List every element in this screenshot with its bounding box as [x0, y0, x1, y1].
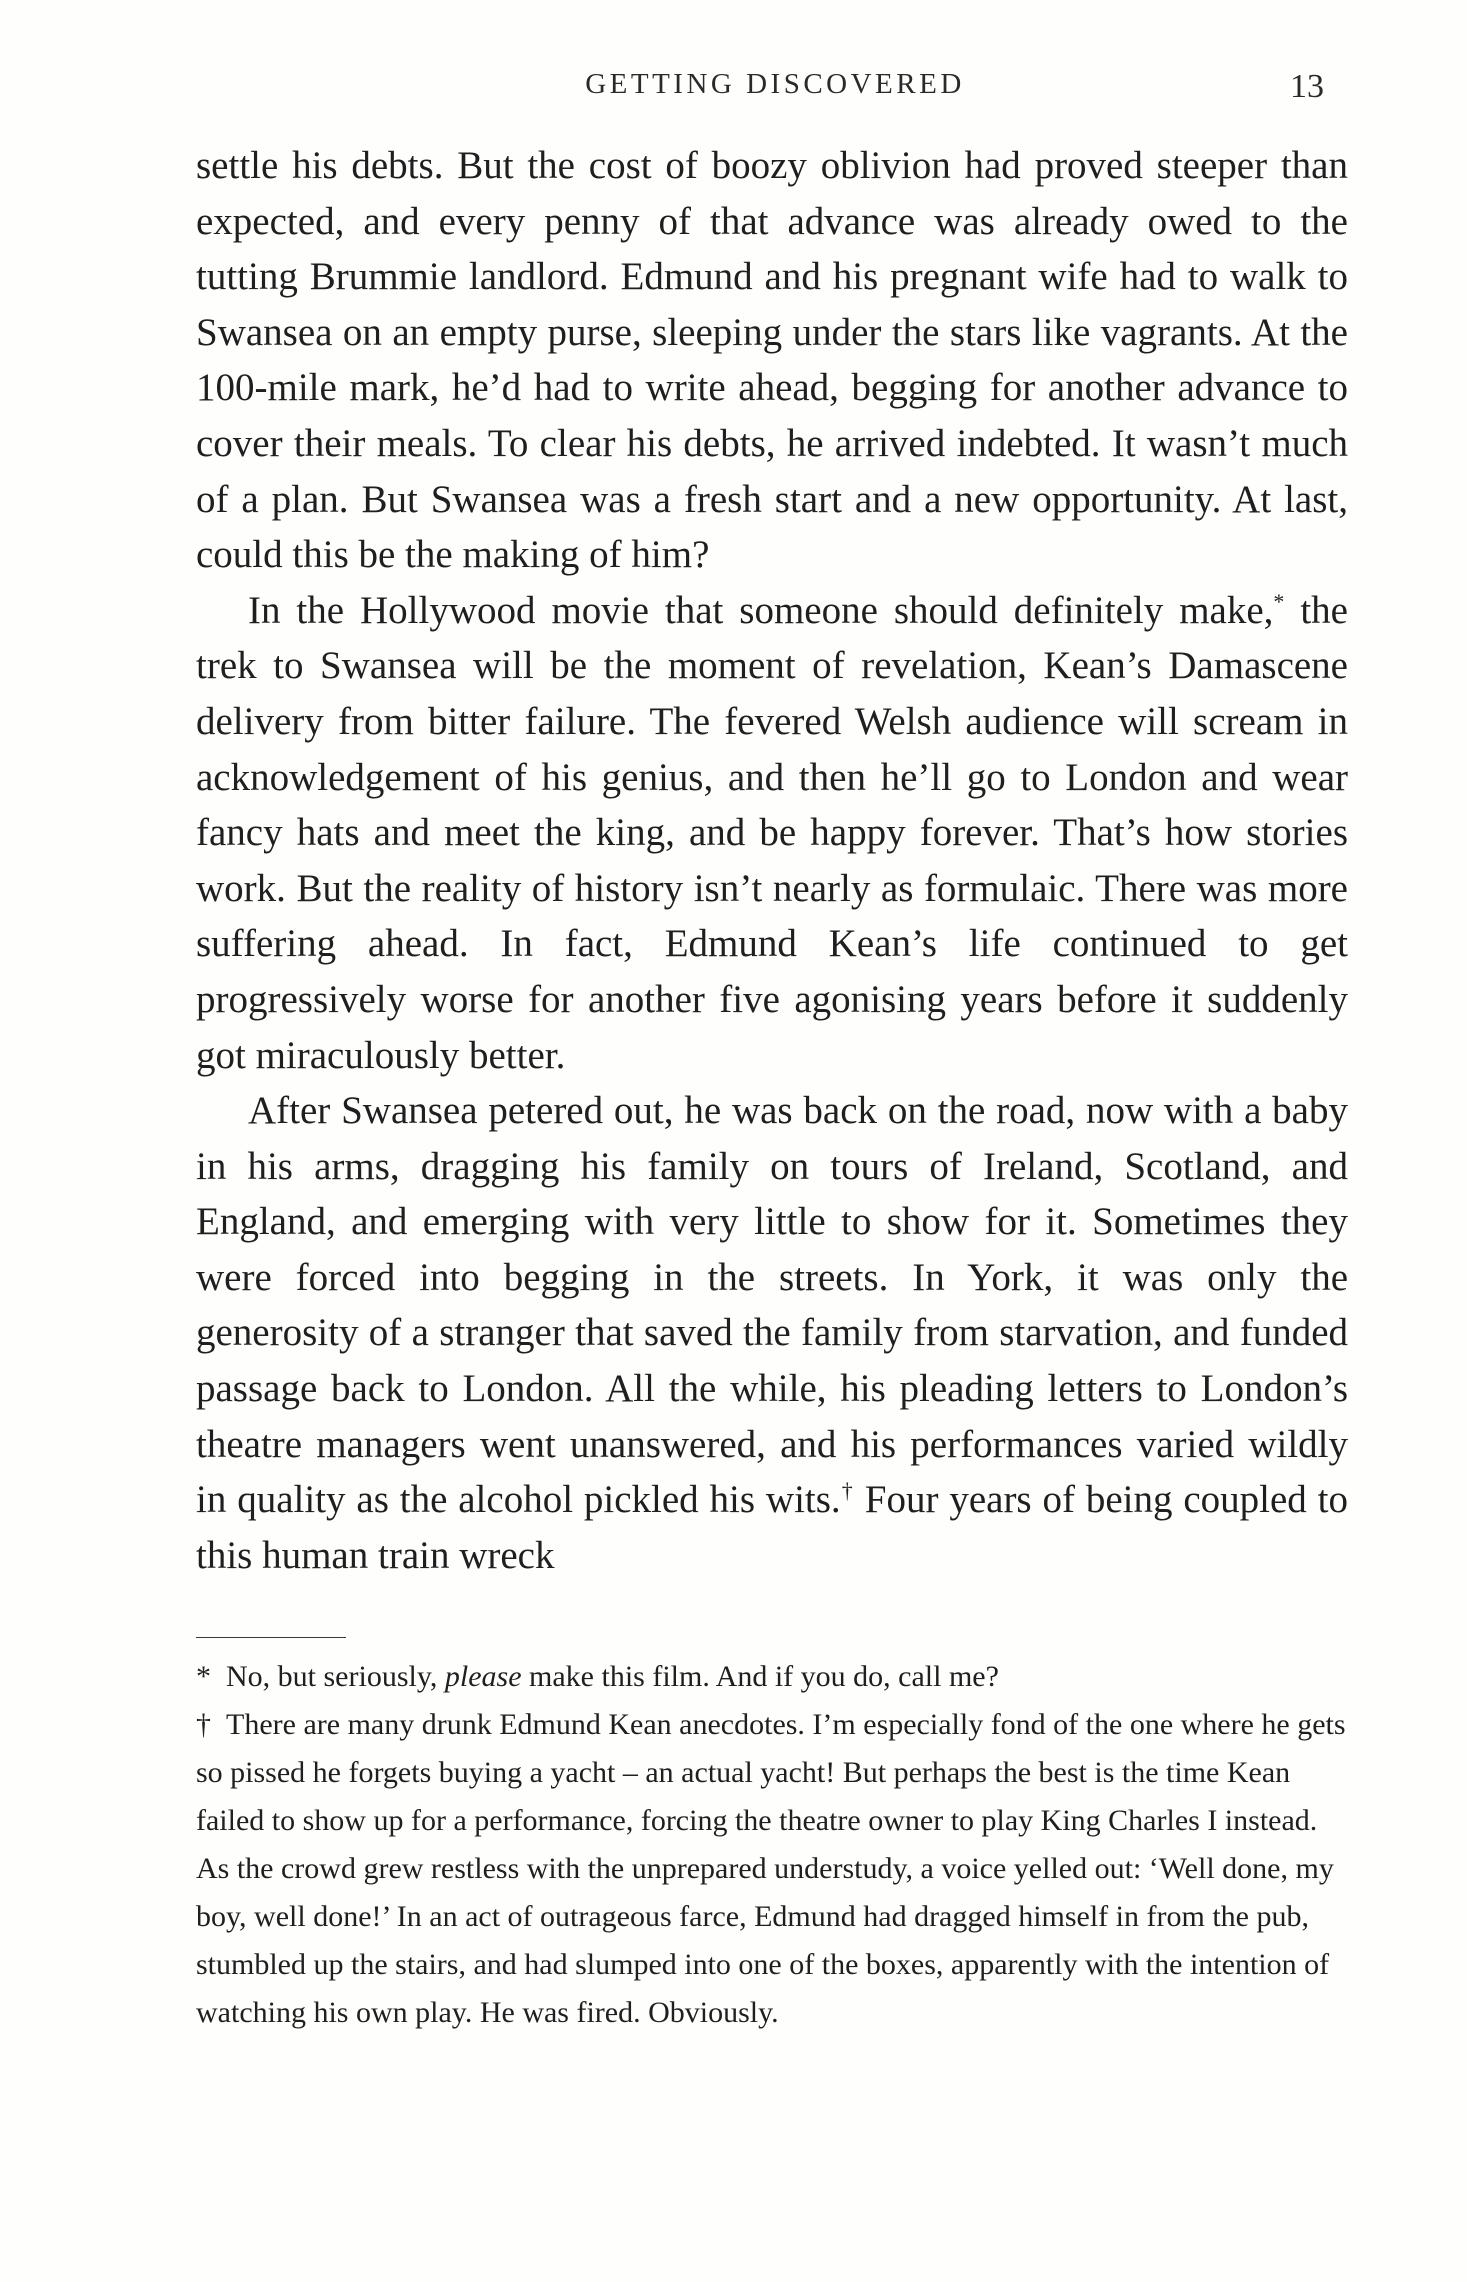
page-number: 13: [1290, 68, 1324, 105]
running-head: [0, 68, 1467, 108]
paragraph-text-continued: the trek to Swansea will be the moment of revelation, Kean’s Damascene delivery from bitter failure. The fevered Welsh audience will scream in acknowledgement of his genius, and then he’ll go to London and wear fancy hats and meet the king, and be happy forever. That’s how stories work. But the reality of history isn’t nearly as formulaic. There was more suffering ahead. In fact, Edmund Kean’s life continued to get progressively worse for another five agonising years before it suddenly got miraculously better.: [196, 588, 1348, 1077]
footnote-text-continued: make this film. And if you do, call me?: [521, 1660, 999, 1693]
footnote-1: [196, 1653, 1346, 1701]
paragraph-text: After Swansea petered out, he was back on the road, now with a baby in his arms, dragging his family on tours of Ireland, Scotland, and England, and emerging with very little to show for it. Sometimes they were forced into begging in the streets. In York, it was only the generosity of a stranger that saved the family from starvation, and funded passage back to London. All the while, his pleading letters to London’s theatre managers went unanswered, and his performances varied wildly in quality as the alcohol pickled his wits.: [196, 1089, 1348, 1522]
paragraph-text-continued: Four years of being coupled to this human train wreck: [196, 1478, 1348, 1577]
paragraph-3: [196, 1083, 1348, 1583]
footnote-text: There are many drunk Edmund Kean anecdotes. I’m especially fond of the one where he gets so pissed he forgets buying a yacht – an actual yacht! But perhaps the best is the time Kean failed to show up for a performance, forcing the theatre owner to play King Charles I instead. As the crowd grew restless with the unprepared understudy, a voice yelled out: ‘Well done, my boy, well done!’ In an act of outrageous farce, Edmund had dragged himself in from the pub, stumbled up the stairs, and had slumped into one of the boxes, apparently with the intention of watching his own play. He was fired. Obviously.: [196, 1708, 1346, 2029]
footnotes: [196, 1653, 1346, 2037]
paragraph-1: [196, 138, 1348, 583]
footnote-reference: *: [1273, 588, 1285, 614]
paragraph-text: settle his debts. But the cost of boozy oblivion had proved steeper than expected, and every penny of that advance was already owed to the tutting Brummie landlord. Edmund and his pregnant wife had to walk to Swansea on an empty purse, sleeping under the stars like vagrants. At the 100-mile mark, he’d had to write ahead, begging for another advance to cover their meals. To clear his debts, he arrived indebted. It wasn’t much of a plan. But Swansea was a fresh start and a new opportunity. At last, could this be the making of him?: [196, 144, 1348, 577]
footnote-mark: *: [196, 1660, 211, 1693]
footnote-2: [196, 1701, 1346, 2037]
running-title: GETTING DISCOVERED: [585, 68, 965, 100]
footnote-emphasis: please: [444, 1660, 522, 1693]
footnote-reference: †: [840, 1478, 854, 1504]
footnote-divider: [196, 1637, 346, 1638]
footnote-mark: †: [196, 1708, 211, 1741]
paragraph-text: In the Hollywood movie that someone should definitely make,: [248, 588, 1274, 632]
paragraph-2: [196, 583, 1348, 1083]
body-text: [196, 138, 1348, 1583]
footnote-text: No, but seriously,: [226, 1660, 445, 1693]
